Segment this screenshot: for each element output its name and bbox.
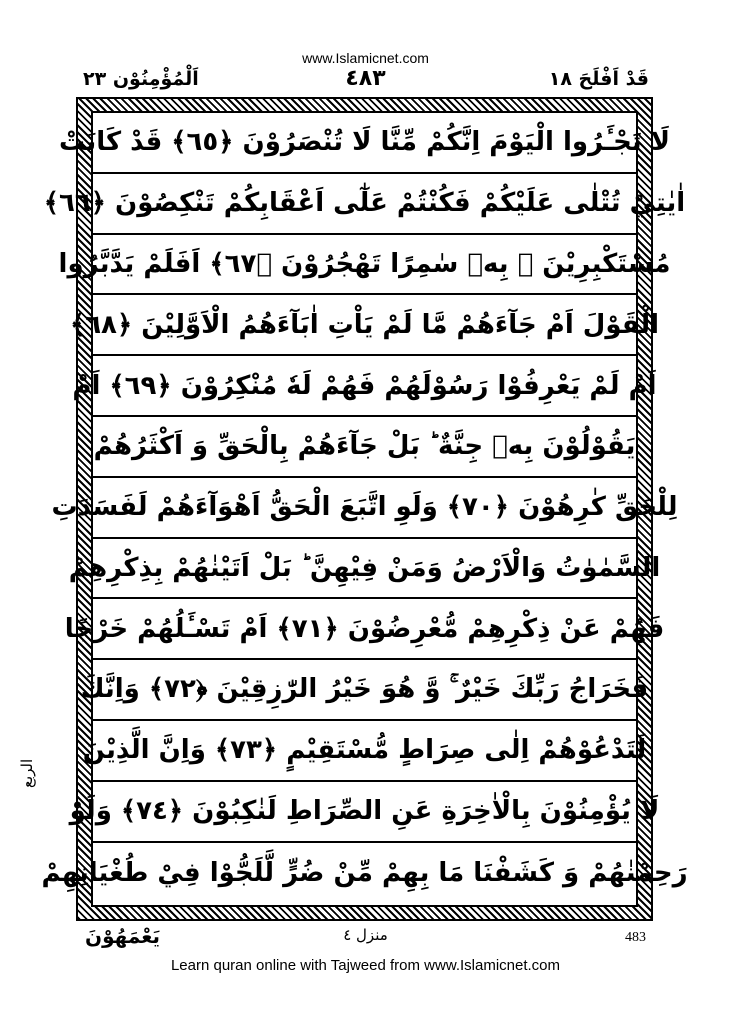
juz-name: قَدْ اَفْلَحَ ١٨ <box>548 68 649 90</box>
verse-line: يَقُوْلُوْنَ بِهٖ جِنَّةٌ ؕ بَلْ جَآءَهُمْ بِالْحَقِّ وَ اَكْثَرُهُمْ <box>93 417 636 478</box>
verse-line: رَحِمْنٰهُمْ وَ كَشَفْنَا مَا بِهِمْ مِّنْ ضُرٍّ لَّلَجُّوْا فِيْ طُغْيَانِهِمْ <box>41 857 688 888</box>
catchword: يَعْمَهُوْنَ <box>85 924 161 948</box>
verse-line: السَّمٰوٰتُ وَالْاَرْضُ وَمَنْ فِيْهِنَّ ؕ بَلْ اَتَيْنٰهُمْ بِذِكْرِهِمْ <box>93 539 636 600</box>
verse-line: فَهُمْ عَنْ ذِكْرِهِمْ مُّعْرِضُوْنَ ﴿٧١﴾ اَمْ تَسْـَٔلُهُمْ خَرْجًا <box>93 599 636 660</box>
verse-line: مُسْتَكْبِرِيْنَ ۚ بِهٖ سٰمِرًا تَهْجُرُوْنَ ﴿٦٧﴾ اَفَلَمْ يَدَّبَّرُوا <box>93 235 636 296</box>
verse-line: لَتَدْعُوْهُمْ اِلٰى صِرَاطٍ مُّسْتَقِيْمٍ ﴿٧٣﴾ وَاِنَّ الَّذِيْنَ <box>93 721 636 782</box>
site-url-bottom[interactable]: Learn quran online with Tajweed from www.Islamicnet.com <box>170 957 561 974</box>
manzil-marker: منزل ٤ <box>343 926 388 944</box>
verse-line: اٰيٰتِيْ تُتْلٰى عَلَيْكُمْ فَكُنْتُمْ عَلٰٓى اَعْقَابِكُمْ تَنْكِصُوْنَ ﴿٦٦﴾ <box>93 174 636 235</box>
surah-name: اَلْمُؤْمِنُوْن ٢٣ <box>83 68 199 90</box>
page-number-arabic: ٤٨٣ <box>345 66 386 91</box>
verse-line: فَخَرَاجُ رَبِّكَ خَيْرٌ ۚ وَّ هُوَ خَيْرُ الرّٰزِقِيْنَ ﴿٧٢﴾ وَاِنَّكَ <box>93 660 636 721</box>
site-url-top[interactable]: www.Islamicnet.com <box>302 50 429 66</box>
verse-line: اَمْ لَمْ يَعْرِفُوْا رَسُوْلَهُمْ فَهُمْ لَهٗ مُنْكِرُوْنَ ﴿٦٩﴾ اَمْ <box>93 356 636 417</box>
verse-line: الْقَوْلَ اَمْ جَآءَهُمْ مَّا لَمْ يَاْتِ اٰبَآءَهُمُ الْاَوَّلِيْنَ ﴿٦٨﴾ <box>93 295 636 356</box>
page-border <box>41 97 688 921</box>
page-number: 483 <box>625 930 646 945</box>
verse-lines <box>41 113 688 905</box>
text-panel <box>41 111 688 907</box>
verse-line: لَا يُؤْمِنُوْنَ بِالْاٰخِرَةِ عَنِ الصِّرَاطِ لَنٰكِبُوْنَ ﴿٧٤﴾ وَلَوْ <box>93 782 636 843</box>
rub-marker: الربع <box>18 758 36 788</box>
verse-line: لَا تَجْـَٔرُوا الْيَوْمَ اِنَّكُمْ مِّنَّا لَا تُنْصَرُوْنَ ﴿٦٥﴾ قَدْ كَانَتْ <box>93 113 636 174</box>
verse-line: لِلْحَقِّ كٰرِهُوْنَ ﴿٧٠﴾ وَلَوِ اتَّبَعَ الْحَقُّ اَهْوَآءَهُمْ لَفَسَدَتِ <box>93 478 636 539</box>
